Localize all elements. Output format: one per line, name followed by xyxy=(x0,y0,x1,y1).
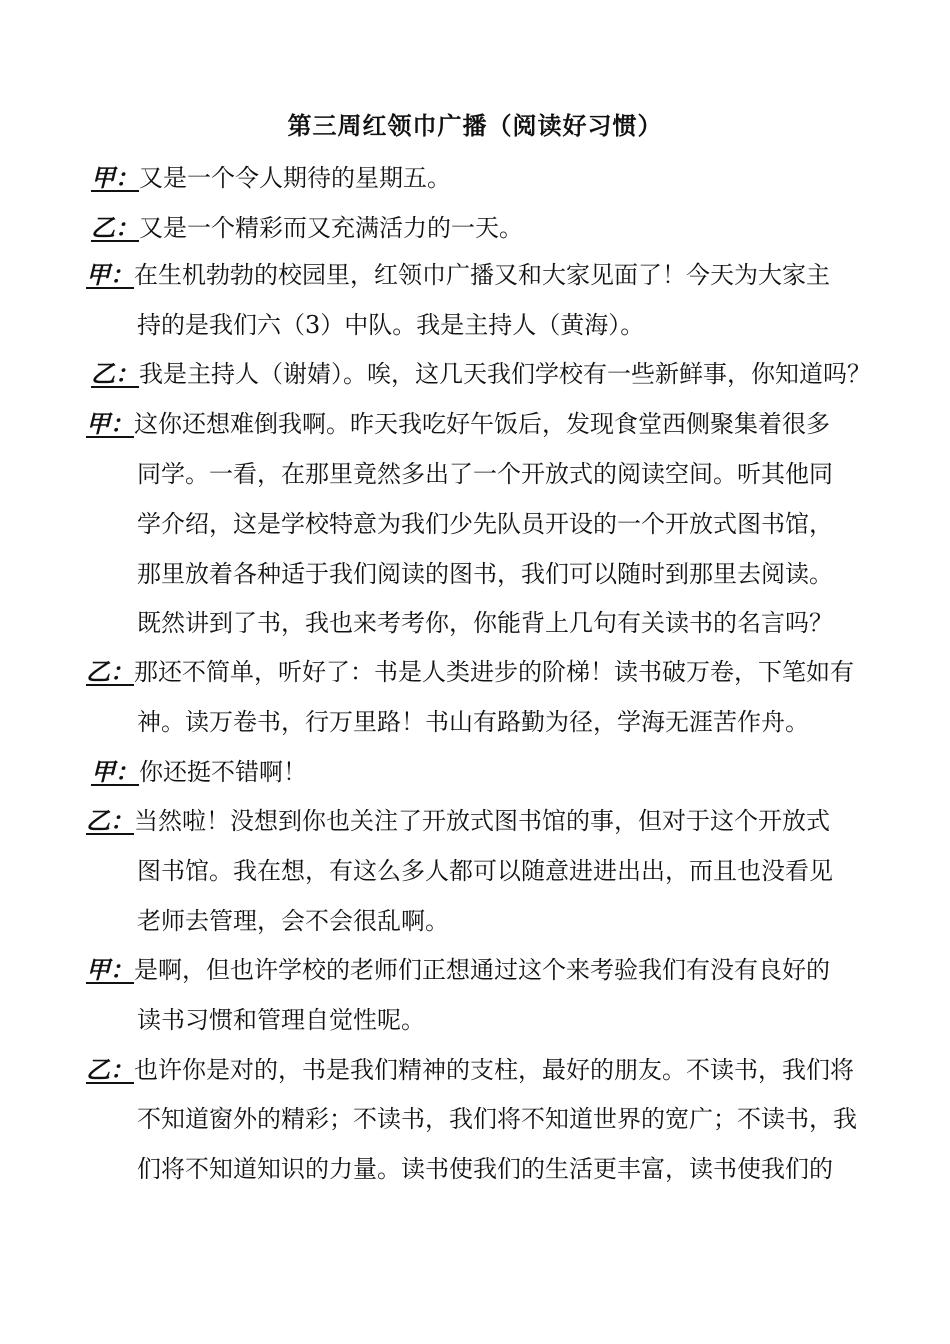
speaker-label: 乙： xyxy=(86,657,134,686)
line-text: 你还挺不错啊！ xyxy=(139,758,307,786)
line-text: 们将不知道知识的力量。读书使我们的生活更丰富，读书使我们的 xyxy=(137,1155,833,1183)
continuation-line xyxy=(137,556,833,592)
speaker-label: 乙： xyxy=(86,1055,134,1084)
dialogue-line xyxy=(86,803,830,839)
speaker-label: 乙： xyxy=(86,806,134,835)
line-text: 又是一个精彩而又充满活力的一天。 xyxy=(139,214,523,242)
line-text: 当然啦！没想到你也关注了开放式图书馆的事，但对于这个开放式 xyxy=(134,807,830,835)
continuation-line xyxy=(137,853,833,889)
dialogue-line xyxy=(91,754,307,790)
line-text: 那里放着各种适于我们阅读的图书，我们可以随时到那里去阅读。 xyxy=(137,560,833,588)
line-text: 也许你是对的，书是我们精神的支柱，最好的朋友。不读书，我们将 xyxy=(134,1056,854,1084)
dialogue-line xyxy=(86,257,830,293)
line-text: 读书习惯和管理自觉性呢。 xyxy=(137,1006,425,1034)
line-text: 同学。一看，在那里竟然多出了一个开放式的阅读空间。听其他同 xyxy=(137,460,833,488)
line-text: 既然讲到了书，我也来考考你，你能背上几句有关读书的名言吗？ xyxy=(137,609,833,637)
continuation-line xyxy=(137,1002,425,1038)
dialogue-line xyxy=(91,160,451,196)
dialogue-line xyxy=(91,210,523,246)
dialogue-line xyxy=(86,1052,854,1088)
speaker-label: 甲： xyxy=(86,260,134,289)
page-title: 第三周红领巾广播（阅读好习惯） xyxy=(287,111,663,140)
continuation-line xyxy=(137,903,449,939)
line-text: 不知道窗外的精彩；不读书，我们将不知道世界的宽广；不读书，我 xyxy=(137,1105,857,1133)
dialogue-line xyxy=(86,952,830,988)
line-text: 持的是我们六（3）中队。我是主持人（黄海）。 xyxy=(137,311,645,339)
line-text: 是啊，但也许学校的老师们正想通过这个来考验我们有没有良好的 xyxy=(134,956,830,984)
continuation-line xyxy=(137,704,809,740)
speaker-label: 甲： xyxy=(86,955,134,984)
line-text: 那还不简单，听好了：书是人类进步的阶梯！读书破万卷，下笔如有 xyxy=(134,658,854,686)
line-text: 图书馆。我在想，有这么多人都可以随意进进出出，而且也没看见 xyxy=(137,857,833,885)
dialogue-line xyxy=(86,406,830,442)
speaker-label: 甲： xyxy=(91,163,139,192)
continuation-line xyxy=(137,605,833,641)
continuation-line xyxy=(137,506,833,542)
continuation-line xyxy=(137,307,644,343)
line-text: 又是一个令人期待的星期五。 xyxy=(139,164,451,192)
line-text: 学介绍，这是学校特意为我们少先队员开设的一个开放式图书馆， xyxy=(137,510,833,538)
dialogue-line xyxy=(86,654,854,690)
line-text: 神。读万卷书，行万里路！书山有路勤为径，学海无涯苦作舟。 xyxy=(137,708,809,736)
speaker-label: 甲： xyxy=(86,409,134,438)
continuation-line xyxy=(137,456,833,492)
speaker-label: 甲： xyxy=(91,757,139,786)
line-text: 在生机勃勃的校园里，红领巾广播又和大家见面了！今天为大家主 xyxy=(134,261,830,289)
continuation-line xyxy=(137,1101,857,1137)
speaker-label: 乙： xyxy=(91,213,139,242)
dialogue-line xyxy=(91,356,871,392)
line-text: 我是主持人（谢婧）。唉，这几天我们学校有一些新鲜事，你知道吗？ xyxy=(139,360,871,388)
line-text: 老师去管理，会不会很乱啊。 xyxy=(137,907,449,935)
speaker-label: 乙： xyxy=(91,359,139,388)
continuation-line xyxy=(137,1151,833,1187)
line-text: 这你还想难倒我啊。昨天我吃好午饭后，发现食堂西侧聚集着很多 xyxy=(134,410,830,438)
